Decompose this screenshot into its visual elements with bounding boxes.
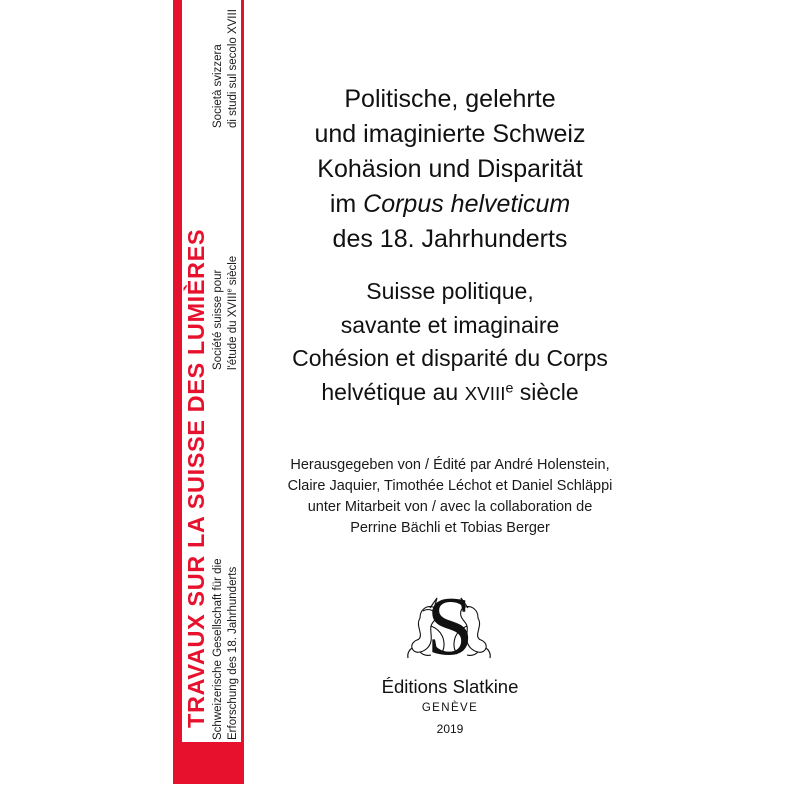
society-name-italian — [211, 9, 241, 128]
title-french-line-3: Cohésion et disparité du Corps — [292, 345, 608, 371]
title-german-line-2: und imaginierte Schweiz — [314, 120, 586, 148]
society-french-line-2 — [226, 130, 241, 370]
red-block-bottom — [173, 742, 244, 784]
editors-line-2: Claire Jaquier, Timothée Léchot et Daniel Schläppi — [287, 478, 613, 494]
editors-line-1: Herausgegeben von / Édité par André Holenstein, — [290, 457, 610, 473]
cover-main-column — [255, 0, 645, 784]
title-french-line-4-end: siècle — [513, 378, 579, 405]
title-german-line-4-italic: Corpus helveticum — [363, 190, 571, 218]
society-german-line-2: Erforschung des 18. Jahrhunderts — [227, 566, 239, 740]
publisher-city: GENÈVE — [421, 702, 479, 714]
society-french-ordinal-sup: e — [225, 288, 234, 293]
title-german — [255, 82, 645, 257]
title-german-line-5: des 18. Jahrhunderts — [332, 225, 568, 253]
svg-text:S: S — [426, 580, 474, 673]
society-german-line-1: Schweizerische Gesellschaft für die — [212, 558, 224, 740]
title-french-line-2: savante et imaginaire — [340, 311, 560, 338]
slatkine-unicorn-logo-icon — [390, 578, 510, 676]
cover-sheet — [155, 0, 645, 784]
society-name-french — [211, 130, 241, 370]
title-french-century-sup: e — [505, 380, 514, 397]
series-band — [155, 0, 247, 784]
red-rule-inner — [241, 0, 244, 742]
society-french-line-2-text: l'étude du XVIII — [227, 292, 239, 370]
society-french-line-2-end: siècle — [227, 255, 239, 289]
title-french-line-4-prefix: helvétique au — [321, 378, 465, 405]
publication-year: 2019 — [436, 722, 464, 736]
society-italian-line-2: di studi sul secolo XVIII — [227, 9, 239, 128]
title-german-line-3: Kohäsion und Disparität — [317, 155, 583, 183]
publisher-name: Éditions Slatkine — [381, 676, 519, 697]
editors-line-3: unter Mitarbeit von / avec la collaboration de — [307, 499, 593, 515]
editors-line-4: Perrine Bächli et Tobias Berger — [350, 520, 550, 536]
title-french-line-4 — [255, 376, 645, 411]
editors-block — [255, 455, 645, 539]
society-french-line-1: Société suisse pour — [212, 269, 224, 370]
title-french-line-1: Suisse politique, — [366, 278, 534, 304]
red-rule-outer — [173, 0, 182, 784]
title-french — [255, 275, 645, 410]
title-german-line-4-prefix: im — [329, 190, 364, 218]
publisher-logo — [255, 578, 645, 678]
society-italian-line-1: Società svizzera — [212, 44, 224, 128]
title-german-line-1: Politische, gelehrte — [344, 85, 556, 113]
series-title: TRAVAUX SUR LA SUISSE DES LUMIÈRES — [183, 228, 209, 728]
society-name-german — [211, 380, 241, 740]
title-french-century-roman: XVIII — [464, 382, 506, 404]
title-german-line-4 — [255, 187, 645, 222]
